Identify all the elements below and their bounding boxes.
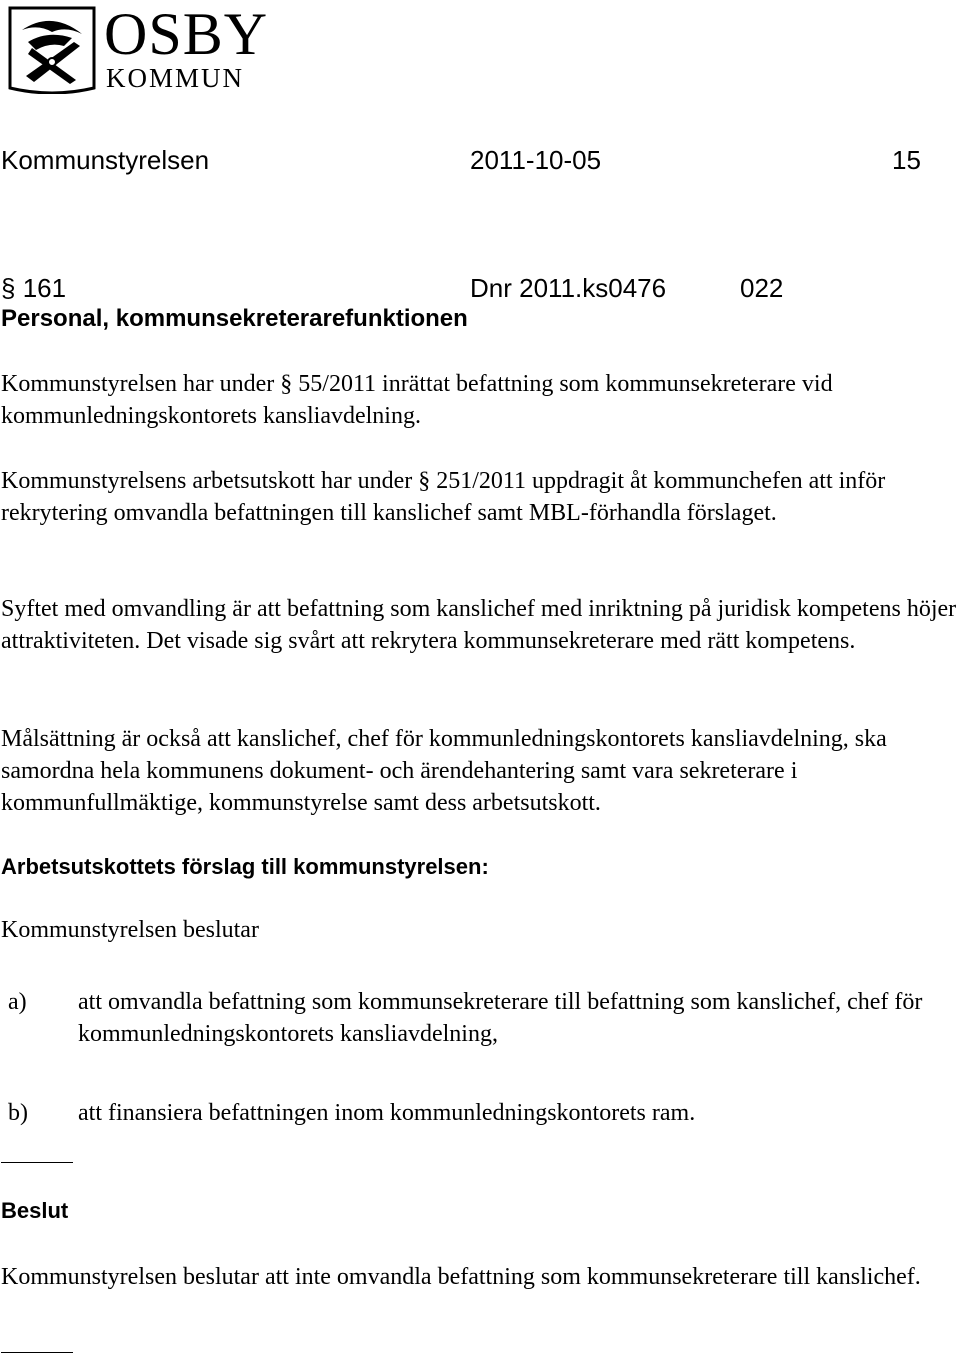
section-title: Personal, kommunsekreterarefunktionen <box>1 305 468 332</box>
paragraph-4: Målsättning är också att kanslichef, chef för kommunledningskontorets kansliavdelning, ska samordna hela kommunens dokument- och ärendehantering samt vara sekreterare i kommunfullmäktige, kommunstyrelse samt dess arbetsutskott. <box>1 726 887 816</box>
section-dnr: Dnr 2011.ks0476 <box>470 273 667 303</box>
proposal-item-a-label: a) <box>8 989 27 1015</box>
decision-heading: Beslut <box>1 1198 69 1223</box>
header-date: 2011-10-05 <box>470 145 602 175</box>
paragraph-2: Kommunstyrelsens arbetsutskott har under § 251/2011 uppdragit åt kommunchefen att inför rekrytering omvandla befattningen till kanslichef samt MBL-förhandla förslaget. <box>1 468 886 526</box>
logo-subtitle: KOMMUN <box>106 63 245 93</box>
section-code: 022 <box>740 273 784 303</box>
proposal-intro: Kommunstyrelsen beslutar <box>1 917 259 943</box>
header-body: Kommunstyrelsen <box>1 145 210 175</box>
section-number-value: 161 <box>22 273 67 303</box>
logo-wordmark: OSBY <box>104 1 269 67</box>
decision-text: Kommunstyrelsen beslutar att inte omvandla befattning som kommunsekreterare till kanslichef. <box>1 1264 921 1290</box>
section-symbol: § <box>1 273 16 303</box>
separator-rule <box>1 1162 73 1163</box>
proposal-heading: Arbetsutskottets förslag till kommunstyrelsen: <box>1 854 489 879</box>
proposal-item-b-text: att finansiera befattningen inom kommunledningskontorets ram. <box>78 1100 696 1126</box>
osby-crest-icon <box>6 2 98 94</box>
header-page-number: 15 <box>892 145 921 175</box>
osby-kommun-logo <box>6 2 276 94</box>
proposal-item-b-label: b) <box>8 1100 28 1126</box>
section-number <box>1 273 66 303</box>
proposal-item-a-text: att omvandla befattning som kommunsekreterare till befattning som kanslichef, chef för kommunledningskontorets kansliavdelning, <box>78 989 923 1047</box>
separator-rule-end <box>1 1352 73 1353</box>
paragraph-3: Syftet med omvandling är att befattning som kanslichef med inriktning på juridisk kompetens höjer attraktiviteten. Det visade sig svårt att rekrytera kommunsekreterare med rätt kompetens. <box>1 596 957 654</box>
paragraph-1: Kommunstyrelsen har under § 55/2011 inrättat befattning som kommunsekreterare vid kommunledningskontorets kansliavdelning. <box>1 371 833 429</box>
